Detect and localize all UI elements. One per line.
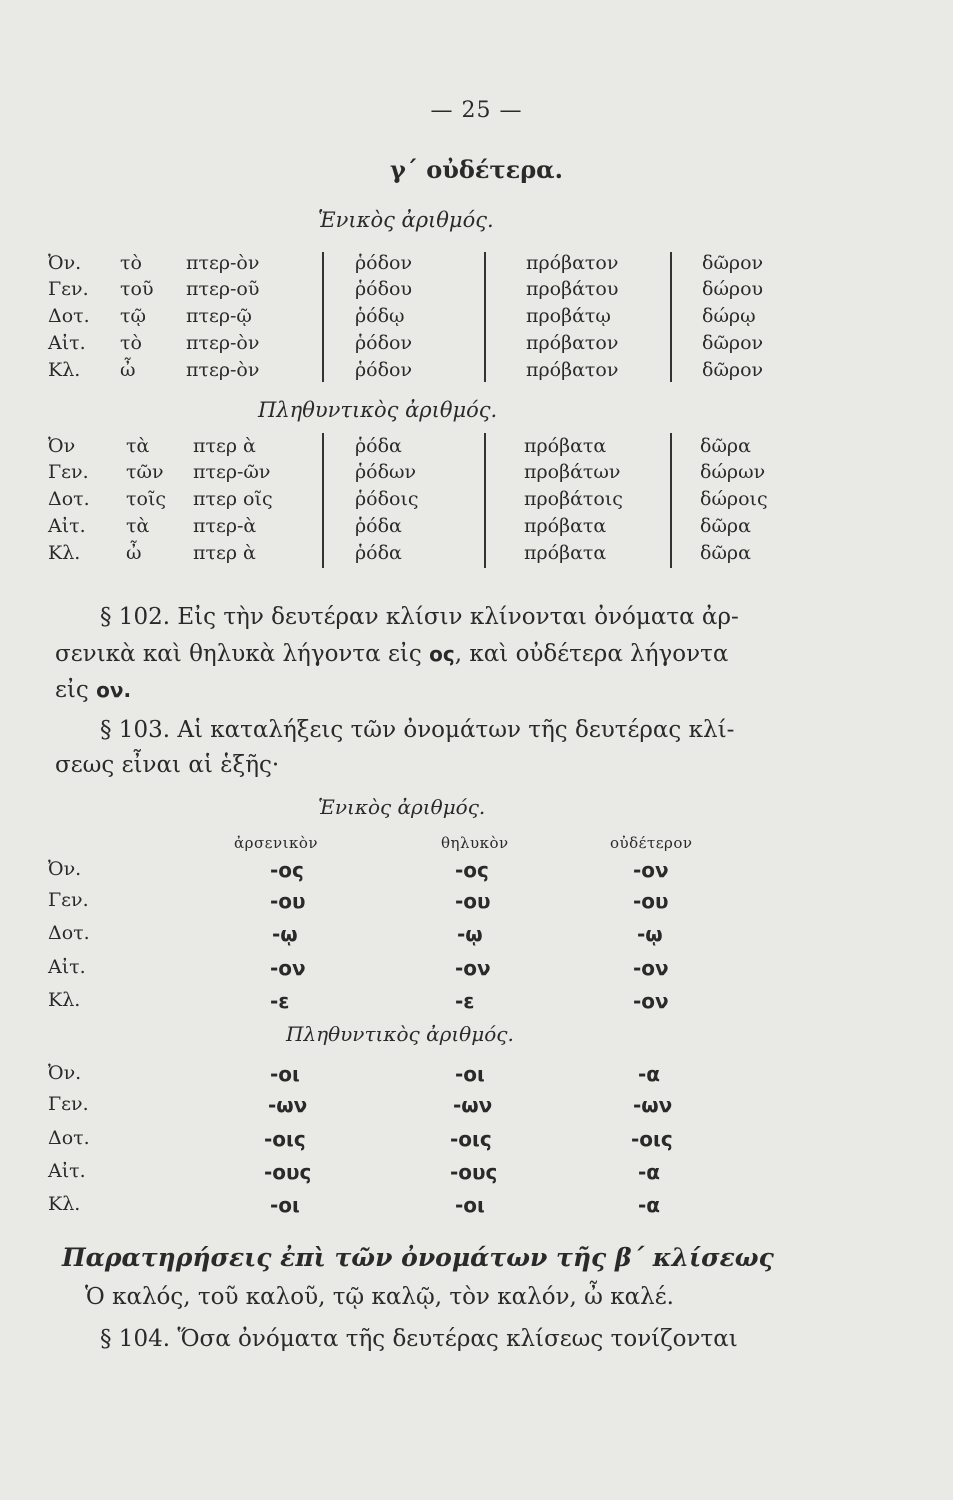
remarks-title: Παρατηρήσεις ἐπὶ τῶν ὀνομάτων τῆς β΄ κλίσεως [62, 1243, 774, 1272]
example-line: Ὁ καλός, τοῦ καλοῦ, τῷ καλῷ, τὸν καλόν, ὦ καλέ. [85, 1284, 674, 1310]
table1-divider [670, 433, 672, 568]
table2-singular-label: Ἑνικὸς ἀριθμός. [318, 795, 486, 819]
para-102-line-3: εἰς ον. [55, 677, 132, 703]
table1-divider [670, 252, 672, 382]
para-103-line-1: § 103. Αἱ καταλήξεις τῶν ὀνομάτων τῆς δευτέρας κλί- [100, 717, 735, 743]
para-103-line-2: σεως εἶναι αἱ ἑξῆς· [55, 752, 280, 778]
para-102-line-1: § 102. Εἰς τὴν δευτέραν κλίσιν κλίνονται ὀνόματα ἀρ- [100, 604, 739, 630]
table1-plural-label: Πληθυντικὸς ἀριθμός. [258, 398, 498, 422]
table1-divider [484, 252, 486, 382]
para-104: § 104. Ὅσα ὀνόματα τῆς δευτέρας κλίσεως τονίζονται [100, 1326, 738, 1352]
section-heading: γ΄ οὐδέτερα. [390, 155, 563, 184]
column-header-feminine: θηλυκὸν [441, 834, 509, 852]
table1-divider [484, 433, 486, 568]
table1-divider [322, 252, 324, 382]
para-102-line-2: σενικὰ καὶ θηλυκὰ λήγοντα εἰς ος, καὶ οὐδέτερα λήγοντα [55, 641, 729, 667]
table2-plural-label: Πληθυντικὸς ἀριθμός. [286, 1022, 514, 1046]
table1-divider [322, 433, 324, 568]
column-header-neuter: οὐδέτερον [610, 834, 693, 852]
column-header-masculine: ἀρσενικὸν [234, 834, 318, 852]
page-number: — 25 — [430, 98, 523, 123]
book-page: — 25 — γ΄ οὐδέτερα. Ἑνικὸς ἀριθμός. Ὀν. τὸ πτερ-ὸν ῥόδον πρόβατον δῶρον Γεν. τοῦ πτερ-οῦ ῥόδου προβάτου δώρου Δοτ. τῷ πτερ-ῷ ῥόδῳ προβάτῳ δώρῳ Αἰτ. τὸ πτερ-ὸν ῥόδον πρόβατον δῶρον Κλ. ὦ πτερ-ὸν ῥόδον πρόβατον δῶρον Πληθυντικὸς ἀριθμός. Ὀν τὰ πτερ ὰ ῥόδα πρόβατα δῶρα Γεν. τῶν πτερ-ῶν ῥόδων προβάτων δώρων Δοτ. τοῖς πτερ οῖς ῥόδοις προβάτοις δώροις Αἰτ. τὰ πτερ-ὰ ῥόδα πρόβατα δῶρα Κλ. ὦ πτερ ὰ ῥόδα πρόβατα δῶρα § 102. Εἰς τὴν δευτέραν κλίσιν κλίνονται ὀνόματα ἀρ- σενικὰ καὶ θηλυκὰ λήγοντα εἰς ος, καὶ οὐδέτερα λήγοντα εἰς ον. § 103. Αἱ καταλήξεις τῶν ὀνομάτων τῆς δευτέρας κλί- σεως εἶναι αἱ ἑξῆς· Ἑνικὸς ἀριθμός. ἀρσενικὸν θηλυκὸν οὐδέτερον Ὀν. -ος -ος -ον Γεν. -ου -ου -ου Δοτ. -ῳ -ῳ -ῳ Αἰτ. -ον -ον -ον Κλ. -ε -ε -ον Πληθυντικὸς ἀριθμός. Ὀν. -οι -οι -α Γεν. -ων -ων -ων Δοτ. -οις -οις -οις Αἰτ. -ους -ους -α Κλ. -οι -οι -α Παρατηρήσεις ἐπὶ τῶν ὀνομάτων τῆς β΄ κλίσεως Ὁ καλός, τοῦ καλοῦ, τῷ καλῷ, τὸν καλόν, ὦ καλέ. § 104. Ὅσα ὀνόματα τῆς δευτέρας κλίσεως τονίζονται [0, 0, 953, 1500]
table1-singular-label: Ἑνικὸς ἀριθμός. [318, 208, 494, 232]
